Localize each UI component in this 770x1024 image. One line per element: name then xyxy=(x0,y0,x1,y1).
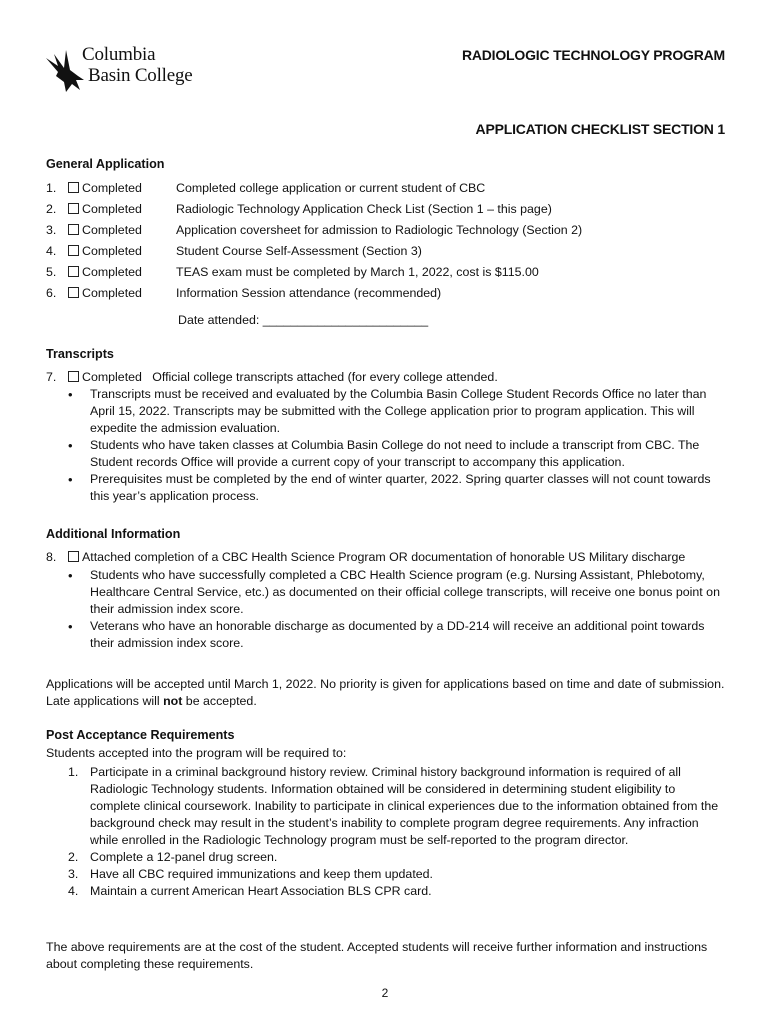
general-heading: General Application xyxy=(46,157,165,171)
additional-bullets xyxy=(66,567,726,652)
post-intro: Students accepted into the program will be required to: xyxy=(46,746,347,760)
transcripts-heading: Transcripts xyxy=(46,347,114,361)
checkbox[interactable] xyxy=(68,287,79,298)
checkbox[interactable] xyxy=(68,203,79,214)
logo-wordmark: Columbia Basin College xyxy=(82,44,193,86)
checklist-item-5: 5. Completed TEAS exam must be completed by March 1, 2022, cost is $115.00 xyxy=(46,265,539,279)
checkbox[interactable] xyxy=(68,245,79,256)
college-logo xyxy=(44,44,214,96)
checklist-item-4: 4. Completed Student Course Self-Assessment (Section 3) xyxy=(46,244,422,258)
list-item: 1. Participate in a criminal background history review. Criminal history background information is required of all Radiologic Technology students. Information obtained will be considered in determining student eligibility to complete clinical coursework. Inability to participate in clinical experiences due to the information obtained from the background check may result in the student’s inability to complete program degree requirements. Any infraction while enrolled in the Radiologic Technology program must be self-reported to the program director. xyxy=(68,765,719,847)
list-item: • Transcripts must be received and evaluated by the Columbia Basin College Student Records Office no later than April 15, 2022. Transcripts may be submitted with the College application prior to program application. This will expedite the admission evaluation. xyxy=(66,386,726,437)
checklist-item-3: 3. Completed Application coversheet for admission to Radiologic Technology (Section 2) xyxy=(46,223,583,237)
list-item: • Veterans who have an honorable discharge as documented by a DD-214 will receive an additional point towards their admission index score. xyxy=(66,618,726,652)
checkbox[interactable] xyxy=(68,182,79,193)
checkbox[interactable] xyxy=(68,266,79,277)
list-item: 4. Maintain a current American Heart Association BLS CPR card. xyxy=(68,884,432,898)
transcripts-bullets xyxy=(66,386,726,505)
checkbox[interactable] xyxy=(68,551,79,562)
date-attended: Date attended: ________________________ xyxy=(178,313,429,327)
checklist-item-7: 7. Completed Official college transcripts attached (for every college attended. xyxy=(46,370,498,384)
checklist-item-1: 1. Completed Completed college application or current student of CBC xyxy=(46,181,486,195)
checkbox[interactable] xyxy=(68,224,79,235)
post-heading: Post Acceptance Requirements xyxy=(46,728,235,742)
list-item: • Prerequisites must be completed by the end of winter quarter, 2022. Spring quarter classes will not count towards this year’s application process. xyxy=(66,471,726,505)
page-number: 2 xyxy=(381,986,389,1000)
list-item: 2. Complete a 12-panel drug screen. xyxy=(68,850,278,864)
additional-heading: Additional Information xyxy=(46,527,181,541)
list-item: • Students who have taken classes at Columbia Basin College do not need to include a transcript from CBC. The Student records Office will provide a current copy of your transcript to accompany this application. xyxy=(66,437,726,471)
deadline-paragraph: Applications will be accepted until March 1, 2022. No priority is given for applications based on time and date of submission. Late applications will not be accepted. xyxy=(46,677,725,708)
checklist-item-2: 2. Completed Radiologic Technology Application Check List (Section 1 – this page) xyxy=(46,202,552,216)
checklist-item-8: 8. Attached completion of a CBC Health Science Program OR documentation of honorable US Military discharge xyxy=(46,550,686,564)
eagle-icon xyxy=(44,46,86,94)
footer-note: The above requirements are at the cost of the student. Accepted students will receive further information and instructions about completing these requirements. xyxy=(46,940,708,971)
list-item: • Students who have successfully completed a CBC Health Science program (e.g. Nursing Assistant, Phlebotomy, Healthcare Central Service, etc.) as documented on their official college transcripts, will receive one bonus point on their admission index score. xyxy=(66,567,726,618)
checkbox[interactable] xyxy=(68,371,79,382)
post-requirements-list xyxy=(66,764,726,900)
section-title: APPLICATION CHECKLIST SECTION 1 xyxy=(475,121,725,137)
checklist-item-6: 6. Completed Information Session attendance (recommended) xyxy=(46,286,442,300)
program-title: RADIOLOGIC TECHNOLOGY PROGRAM xyxy=(461,47,725,63)
list-item: 3. Have all CBC required immunizations and keep them updated. xyxy=(68,867,433,881)
